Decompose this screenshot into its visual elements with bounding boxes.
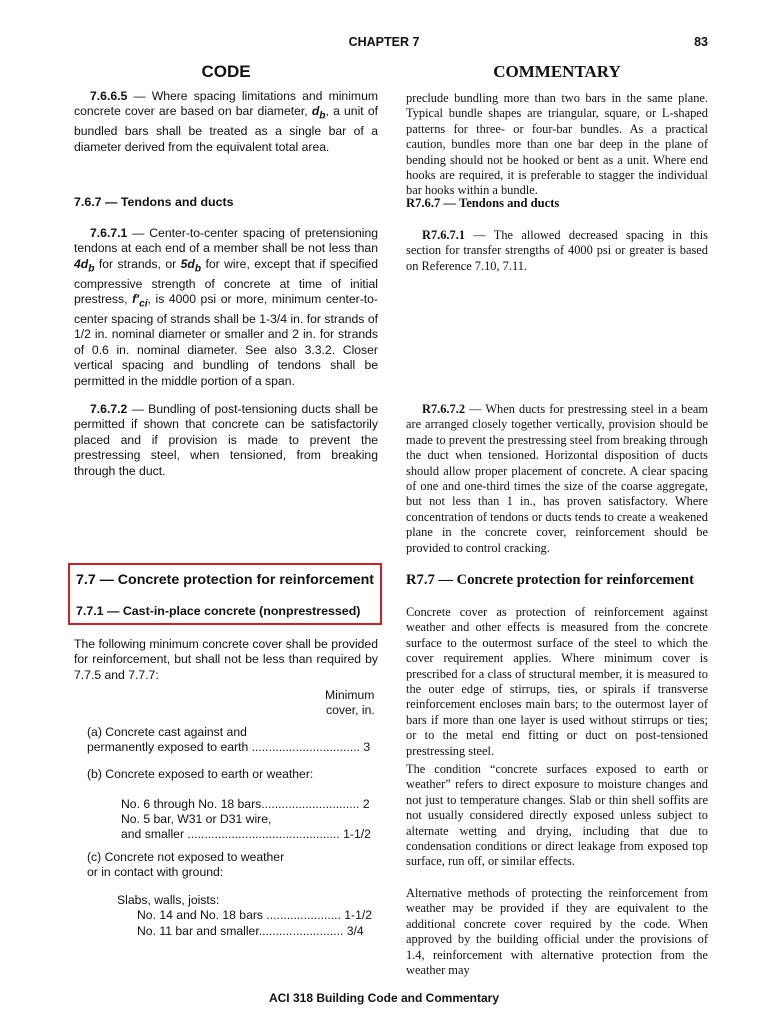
- code-7-7-1-intro: The following minimum concrete cover shall be provided for reinforcement, but shall not be less than required by 7.7.5 and 7.7.7:: [74, 637, 378, 682]
- commentary-continued-para: preclude bundling more than two bars in the same plane. Typical bundle shapes are triangular, square, or L-shaped patterns for three- or four-bar bundles. As a practical caution, bundles more than one bar deep in the plane of bending should not be hooked or bent as a unit. Where end hooks are required, it is preferable to stagger the individual bar hooks within a bundle.: [406, 91, 708, 198]
- section-number: 7.6.6.5: [90, 89, 128, 103]
- commentary-r7-7-para-3: Alternative methods of protecting the reinforcement from weather may be provided if they are equivalent to the additional concrete cover required by the code. When approved by the building official under the provisions of 1.4, reinforcement with alternative protection from the weather may: [406, 886, 708, 978]
- symbol-subscript: b: [88, 263, 95, 275]
- para-text: — Where spacing limitations and minimum concrete cover are based on bar diameter,: [74, 89, 378, 119]
- item-b-line-1: No. 6 through No. 18 bars............................. 2: [121, 797, 370, 811]
- commentary-r7-6-7-2: [406, 402, 708, 556]
- commentary-r7-7-para-2: The condition “concrete surfaces exposed to earth or weather” refers to direct exposure to moisture changes and not just to temperature changes. Slab or thin shell soffits are not usually considered directly exposed unless subject to alternate wetting and drying, including that due to condensation conditions or direct leakage from exposed top surface, run off, or similar effects.: [406, 762, 708, 869]
- section-number: R7.6.7.1: [422, 228, 466, 242]
- heading-7-7: 7.7 — Concrete protection for reinforcement: [76, 572, 374, 588]
- code-7-6-7-1: [74, 226, 378, 389]
- para-text: — When ducts for prestressing steel in a beam are arranged closely together vertically, provision should be made to prevent the prestressing steel from breaking through the duct when tensioned. Horizontal disposition of ducts should allow proper placement of concrete. A clear spacing of one and one-third times the size of the coarse aggregate, but not less than 1 in., has proven satisfactory. Where concentration of tendons or ducts tends to create a weakened plane in the concrete cover, reinforcement should be provided to control cracking.: [406, 402, 708, 555]
- symbol-subscript: ci: [139, 298, 148, 310]
- page-number: 83: [694, 35, 708, 49]
- min-cover-label-1: Minimum: [325, 688, 375, 702]
- para-text: — The allowed decreased spacing in this section for transfer strengths of 4000 psi or greater is based on Reference 7.10, 7.11.: [406, 228, 708, 273]
- item-c-line-4: No. 14 and No. 18 bars ...................... 1-1/2: [137, 908, 373, 922]
- para-text: — Bundling of post-tensioning ducts shall be permitted if shown that concrete can be satisfactorily placed and if provision is made to prevent the prestressing steel, when tensioned, from breaking through the duct.: [74, 402, 378, 478]
- item-c-line-3: Slabs, walls, joists:: [117, 893, 220, 907]
- symbol: 4d: [74, 256, 89, 271]
- code-7-6-6-5: [74, 89, 378, 155]
- para-text: for wire, except that if specified compressive strength of concrete at time of initial prestress,: [74, 256, 378, 307]
- commentary-r7-6-7-1: [406, 228, 708, 274]
- section-number: 7.6.7.1: [90, 226, 128, 240]
- item-c-line-5: No. 11 bar and smaller......................... 3/4: [137, 924, 364, 938]
- section-number: 7.6.7.2: [90, 402, 128, 416]
- symbol: d: [311, 104, 320, 119]
- commentary-r7-7-para-1: Concrete cover as protection of reinforcement against weather and other effects is measured from the concrete surface to the outermost surface of the steel to which the cover requirement applies. Where minimum cover is prescribed for a class of structural member, it is measured to the outer edge of stirrups, ties, or spirals if transverse reinforcement encloses main bars; to the outermost layer of bars if more than one layer is used without stirrups or ties; or to the metal end fitting or duct on post-tensioned prestressing steel.: [406, 605, 708, 758]
- item-b-heading: (b) Concrete exposed to earth or weather:: [87, 767, 314, 781]
- section-number: R7.6.7.2: [422, 402, 466, 416]
- para-text: — Center-to-center spacing of pretensioning tendons at each end of a member shall be not less than: [74, 226, 378, 256]
- item-b-line-3: and smaller ............................................. 1-1/2: [121, 827, 371, 841]
- heading-7-7-1: 7.7.1 — Cast-in-place concrete (nonprestressed): [76, 604, 361, 618]
- code-7-6-7-2: [74, 402, 378, 479]
- item-a-line-2: permanently exposed to earth ................................ 3: [87, 740, 371, 754]
- heading-7-6-7: 7.6.7 — Tendons and ducts: [74, 195, 234, 209]
- symbol-subscript: b: [319, 110, 326, 122]
- symbol: f′: [132, 292, 140, 307]
- heading-r7-6-7: R7.6.7 — Tendons and ducts: [406, 196, 560, 210]
- item-a-line-1: (a) Concrete cast against and: [87, 725, 247, 739]
- symbol-subscript: b: [194, 263, 202, 275]
- item-b-line-2: No. 5 bar, W31 or D31 wire,: [121, 812, 272, 826]
- heading-r7-7: R7.7 — Concrete protection for reinforcement: [406, 572, 695, 588]
- code-column-title: CODE: [201, 62, 251, 81]
- item-c-line-2: or in contact with ground:: [87, 865, 224, 879]
- item-c-line-1: (c) Concrete not exposed to weather: [87, 850, 285, 864]
- page-footer: ACI 318 Building Code and Commentary: [268, 991, 500, 1005]
- para-text: for strands, or: [94, 256, 181, 271]
- symbol: 5d: [180, 256, 195, 271]
- commentary-column-title: COMMENTARY: [493, 62, 621, 81]
- para-text: , is 4000 psi or more, minimum center-to-center spacing of strands shall be 1-3/4 in. for strands of 1/2 in. nominal diameter or smaller and 2 in. for strands of 0.6 in. nominal diameter. See also 3.3.2. Closer vertical spacing and bundling of tendons shall be permitted in the middle portion of a span.: [74, 292, 378, 388]
- para-text: , a unit of bundled bars shall be treated as a single bar of a diameter derived from the equivalent total area.: [74, 104, 378, 154]
- min-cover-label-2: cover, in.: [326, 703, 375, 717]
- chapter-heading: CHAPTER 7: [348, 35, 420, 49]
